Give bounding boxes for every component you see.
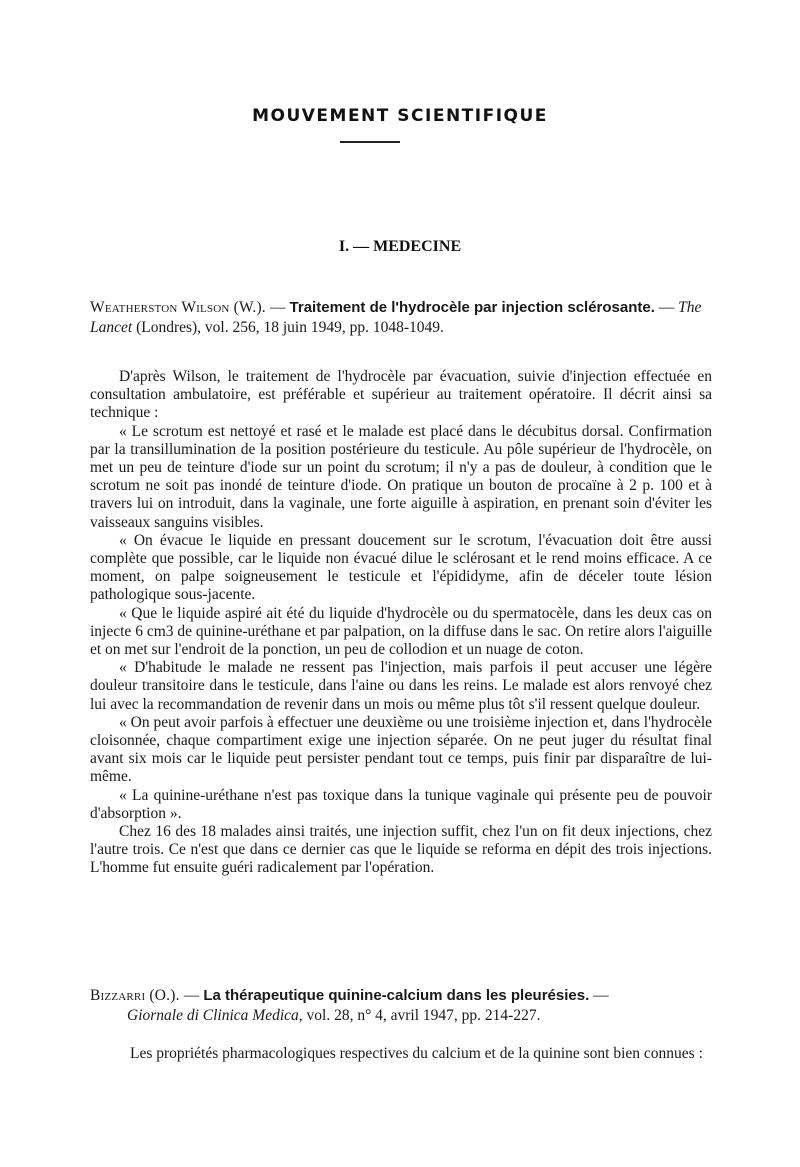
article-1-journal: The Lancet xyxy=(90,299,702,336)
article-1-title: Traitement de l'hydrocèle par injection sclérosante. xyxy=(289,299,655,316)
article-2-title: La thérapeutique quinine-calcium dans les pleurésies. xyxy=(203,987,590,1004)
article-1-paragraph: « Que le liquide aspiré ait été du liquide d'hydrocèle ou du spermatocèle, dans les deux cas on injecte 6 cm3 de quinine-uréthane et par palpation, on la diffuse dans le sac. On retire alors l'aiguille et on met sur l'endroit de la ponction, un peu de collodion et un nuage de coton. xyxy=(90,604,712,659)
article-2-citation: , vol. 28, n° 4, avril 1947, pp. 214-227. xyxy=(298,1007,541,1024)
section-title: I. — MEDECINE xyxy=(338,238,462,255)
article-1-paragraph: D'après Wilson, le traitement de l'hydrocèle par évacuation, suivie d'injection effectuée en consultation ambulatoire, est préférable et supérieur au traitement opératoire. Il décrit ainsi sa technique : xyxy=(90,368,712,422)
article-1-citation: (Londres), vol. 256, 18 juin 1949, pp. 1048-1049. xyxy=(132,318,444,336)
article-1-paragraph: « Le scrotum est nettoyé et rasé et le malade est placé dans le décubitus dorsal. Confirmation par la transillumination de la position postérieure du testicule. Au pôle supérieur de l'hydrocèle, on met un peu de teinture d'iode sur un point du scrotum; il n'y a pas de douleur, à condition que le scrotum ne soit pas inondé de teinture d'iode. On pratique un bouton de procaïne à 2 p. 100 et à travers lui on introduit, dans la vaginale, une forte aiguille à aspiration, en prenant soin d'éviter les vaisseaux sanguins visibles. xyxy=(90,422,712,531)
article-2-journal: Giornale di Clinica Medica xyxy=(127,1007,299,1024)
article-2-reference xyxy=(90,986,712,1026)
article-2-dash: — xyxy=(589,987,609,1004)
page-header-title: MOUVEMENT SCIENTIFIQUE xyxy=(252,106,548,126)
article-1-reference xyxy=(90,298,712,337)
article-1-paragraph: « D'habitude le malade ne ressent pas l'injection, mais parfois il peut accuser une légère douleur transitoire dans le testicule, dans l'aine ou dans les reins. Le malade est alors renvoyé chez lui avec la recommandation de revenir dans un mois ou même plus tôt s'il ressent quelque douleur. xyxy=(90,659,712,713)
article-1-paragraph: « La quinine-uréthane n'est pas toxique dans la tunique vaginale qui présente peu de pouvoir d'absorption ». xyxy=(90,786,712,822)
article-1-body xyxy=(90,368,712,878)
article-1-author: Weatherston Wilson (W.). — xyxy=(90,299,286,316)
article-2-paragraph: Les propriétés pharmacologiques respectives du calcium et de la quinine sont bien connues : xyxy=(130,1045,703,1062)
article-1-paragraph: « On peut avoir parfois à effectuer une deuxième ou une troisième injection et, dans l'hydrocèle cloisonnée, chaque compartiment exige une injection séparée. On ne peut juger du résultat final avant six mois car le liquide peut persister pendant tout ce temps, puis finir par disparaître de lui-même. xyxy=(90,713,712,786)
article-2-author: Bizzarri (O.). — xyxy=(90,987,200,1004)
header-divider xyxy=(340,141,400,143)
article-1-paragraph: « On évacue le liquide en pressant doucement sur le scrotum, l'évacuation doit être aussi complète que possible, car le liquide non évacué dilue le sclérosant et le rend moins efficace. A ce moment, on palpe soigneusement le testicule et l'épididyme, afin de déceler toute lésion pathologique sous-jacente. xyxy=(90,531,712,604)
article-2-body xyxy=(90,1044,712,1063)
article-1-paragraph: Chez 16 des 18 malades ainsi traités, une injection suffit, chez l'un on fit deux injections, chez l'autre trois. Ce n'est que dans ce dernier cas que le liquide se reforma en dépit des trois injections. L'homme fut ensuite guéri radicalement par l'opération. xyxy=(90,823,712,877)
article-1-dash: — xyxy=(654,299,679,316)
